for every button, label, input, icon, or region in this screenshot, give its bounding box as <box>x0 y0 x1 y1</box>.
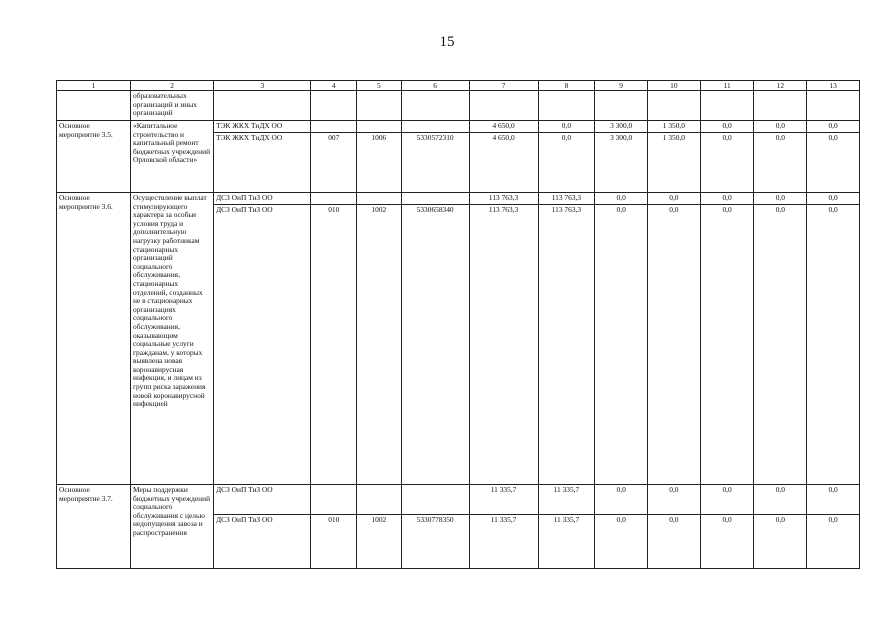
table-row <box>57 121 860 133</box>
value-cell: 0,0 <box>700 193 754 205</box>
continuation-row <box>57 91 860 121</box>
table-cell <box>595 91 648 121</box>
value-cell: 0,0 <box>754 205 807 485</box>
rzpr-cell <box>357 485 402 515</box>
value-cell: 0,0 <box>700 205 754 485</box>
rzpr-cell <box>357 193 402 205</box>
table-cell <box>754 91 807 121</box>
executor-cell: ДСЗ ОиП ТиЗ ОО <box>214 205 311 485</box>
value-cell: 4 650,0 <box>469 133 538 193</box>
table-cell <box>401 91 469 121</box>
value-cell: 11 335,7 <box>538 485 595 515</box>
column-header: 13 <box>807 81 860 91</box>
value-cell: 113 763,3 <box>538 193 595 205</box>
csr-cell: 5330778350 <box>401 515 469 569</box>
grbs-cell <box>311 485 357 515</box>
value-cell: 0,0 <box>648 205 701 485</box>
column-header: 4 <box>311 81 357 91</box>
value-cell: 0,0 <box>700 121 754 133</box>
rzpr-cell: 1006 <box>357 133 402 193</box>
value-cell: 11 335,7 <box>469 485 538 515</box>
table-cell <box>357 91 402 121</box>
value-cell: 0,0 <box>807 515 860 569</box>
table-row <box>57 485 860 515</box>
value-cell: 0,0 <box>700 515 754 569</box>
value-cell: 0,0 <box>595 205 648 485</box>
table-cell <box>538 91 595 121</box>
page-number: 15 <box>439 34 455 50</box>
value-cell: 0,0 <box>807 205 860 485</box>
value-cell: 0,0 <box>538 133 595 193</box>
value-cell: 1 350,0 <box>648 133 701 193</box>
column-header: 8 <box>538 81 595 91</box>
value-cell: 0,0 <box>595 515 648 569</box>
budget-table <box>56 80 860 569</box>
table-cell <box>807 91 860 121</box>
value-cell: 3 300,0 <box>595 133 648 193</box>
measure-name: Основное мероприятие 3.5. <box>57 121 131 193</box>
executor-cell: ТЭК ЖКХ ТиДХ ОО <box>214 121 311 133</box>
measure-name: Основное мероприятие 3.6. <box>57 193 131 485</box>
measure-name: Основное мероприятие 3.7. <box>57 485 131 569</box>
column-header: 6 <box>401 81 469 91</box>
table-cell <box>469 91 538 121</box>
value-cell: 11 335,7 <box>538 515 595 569</box>
value-cell: 11 335,7 <box>469 515 538 569</box>
value-cell: 113 763,3 <box>469 205 538 485</box>
value-cell: 0,0 <box>700 133 754 193</box>
grbs-cell: 010 <box>311 205 357 485</box>
value-cell: 0,0 <box>648 515 701 569</box>
column-header: 7 <box>469 81 538 91</box>
measure-description: Осуществление выплат стимулирующего характера за особые условия труда и дополнительную нагрузку работникам стационарных организаций социального обслуживания, стационарных отделений, созданных не в стационарных организациях социального обслуживания, оказывающим социальные услуги гражданам, у которых выявлена новая коронавирусная инфекция, и лицам из групп риска заражения новой коронавирусной инфекцией <box>131 193 214 485</box>
column-header: 11 <box>700 81 754 91</box>
value-cell: 0,0 <box>754 515 807 569</box>
value-cell: 0,0 <box>807 193 860 205</box>
measure-description: «Капитальное строительство и капитальный ремонт бюджетных учреждений Орловской области» <box>131 121 214 193</box>
value-cell: 0,0 <box>538 121 595 133</box>
table-cell <box>700 91 754 121</box>
rzpr-cell: 1002 <box>357 205 402 485</box>
table-cell <box>57 91 131 121</box>
table-cell <box>648 91 701 121</box>
value-cell: 0,0 <box>807 121 860 133</box>
executor-cell: ДСЗ ОиП ТиЗ ОО <box>214 193 311 205</box>
value-cell: 4 650,0 <box>469 121 538 133</box>
grbs-cell: 010 <box>311 515 357 569</box>
value-cell: 0,0 <box>754 193 807 205</box>
executor-cell: ТЭК ЖКХ ТиДХ ОО <box>214 133 311 193</box>
rzpr-cell: 1002 <box>357 515 402 569</box>
value-cell: 0,0 <box>754 485 807 515</box>
grbs-cell: 007 <box>311 133 357 193</box>
value-cell: 113 763,3 <box>469 193 538 205</box>
value-cell: 0,0 <box>595 485 648 515</box>
table-cell <box>214 91 311 121</box>
value-cell: 113 763,3 <box>538 205 595 485</box>
header-row <box>57 81 860 91</box>
csr-cell <box>401 485 469 515</box>
value-cell: 0,0 <box>648 193 701 205</box>
continuation-text: образовательных организаций и иных организаций <box>131 91 214 121</box>
column-header: 2 <box>131 81 214 91</box>
csr-cell <box>401 193 469 205</box>
csr-cell: 5330572310 <box>401 133 469 193</box>
measure-description: Меры поддержки бюджетных учреждений социального обслуживания с целью недопущения завоза и распространения <box>131 485 214 569</box>
value-cell: 0,0 <box>807 485 860 515</box>
csr-cell <box>401 121 469 133</box>
grbs-cell <box>311 121 357 133</box>
table-row <box>57 193 860 205</box>
column-header: 9 <box>595 81 648 91</box>
column-header: 10 <box>648 81 701 91</box>
value-cell: 0,0 <box>700 485 754 515</box>
grbs-cell <box>311 193 357 205</box>
table-cell <box>311 91 357 121</box>
value-cell: 0,0 <box>754 121 807 133</box>
column-header: 12 <box>754 81 807 91</box>
column-header: 3 <box>214 81 311 91</box>
value-cell: 3 300,0 <box>595 121 648 133</box>
column-header: 5 <box>357 81 402 91</box>
csr-cell: 5330658340 <box>401 205 469 485</box>
value-cell: 1 350,0 <box>648 121 701 133</box>
executor-cell: ДСЗ ОиП ТиЗ ОО <box>214 485 311 515</box>
column-header: 1 <box>57 81 131 91</box>
executor-cell: ДСЗ ОиП ТиЗ ОО <box>214 515 311 569</box>
value-cell: 0,0 <box>648 485 701 515</box>
value-cell: 0,0 <box>807 133 860 193</box>
rzpr-cell <box>357 121 402 133</box>
value-cell: 0,0 <box>595 193 648 205</box>
value-cell: 0,0 <box>754 133 807 193</box>
